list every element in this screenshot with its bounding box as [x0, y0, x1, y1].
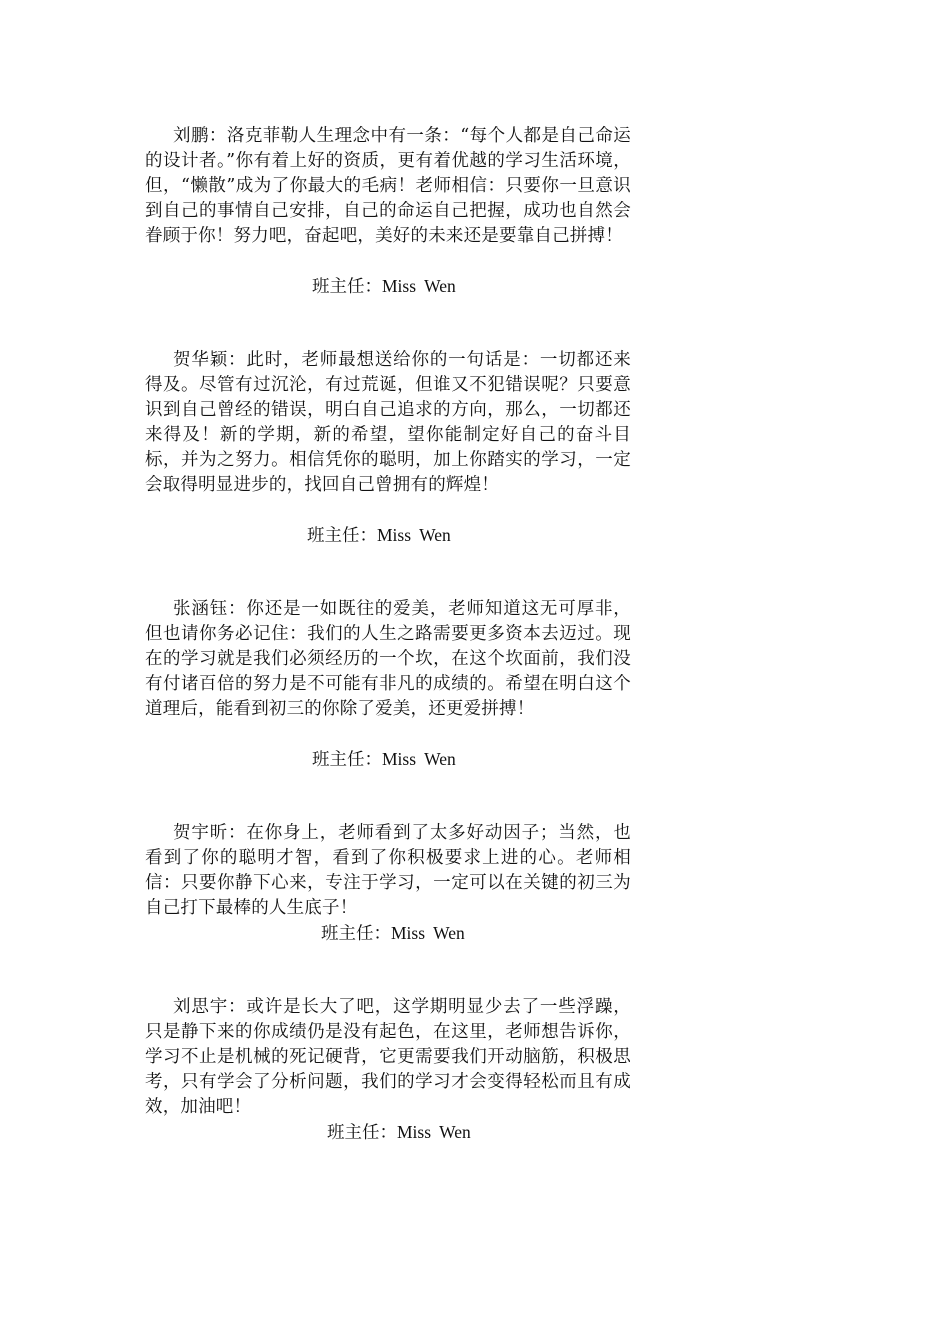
comment-text: 贺宇昕：在你身上，老师看到了太多好动因子；当然，也看到了你的聪明才智，看到了你积极要求上进的心。老师相信：只要你静下心来，专注于学习，一定可以在关键的初三为自己打下最棒的人生底子！	[145, 823, 631, 918]
comment-text: 刘鹏：洛克菲勒人生理念中有一条：“每个人都是自己命运的设计者。”你有着上好的资质，更有着优越的学习生活环境，但，“懒散”成为了你最大的毛病！老师相信：只要你一旦意识到自己的事情自己安排，自己的命运自己把握，成功也自然会眷顾于你！努力吧，奋起吧，美好的未来还是要靠自己拼搏！	[145, 126, 631, 246]
signature-role: 班主任：	[307, 526, 377, 546]
signature-role: 班主任：	[312, 750, 382, 770]
signature-line	[312, 274, 456, 300]
signature-line	[307, 523, 451, 549]
signature-line	[321, 921, 465, 947]
comment-text: 贺华颖：此时，老师最想送给你的一句话是：一切都还来得及。尽管有过沉沦，有过荒诞，但谁又不犯错误呢？只要意识到自己曾经的错误，明白自己追求的方向，那么，一切都还来得及！新的学期，新的希望，望你能制定好自己的奋斗目标，并为之努力。相信凭你的聪明，加上你踏实的学习，一定会取得明显进步的，找回自己曾拥有的辉煌！	[145, 350, 631, 495]
signature-name: Miss Wen	[397, 1122, 471, 1142]
signature-role: 班主任：	[327, 1123, 397, 1143]
comment-text: 刘思宇：或许是长大了吧，这学期明显少去了一些浮躁，只是静下来的你成绩仍是没有起色，在这里，老师想告诉你，学习不止是机械的死记硬背，它更需要我们开动脑筋，积极思考，只有学会了分析问题，我们的学习才会变得轻松而且有成效，加油吧！	[145, 997, 631, 1117]
comment-block	[145, 995, 631, 1120]
signature-line	[327, 1120, 471, 1146]
signature-name: Miss Wen	[377, 525, 451, 545]
comment-block	[145, 821, 631, 921]
signature-name: Miss Wen	[391, 923, 465, 943]
comment-block	[145, 597, 631, 722]
signature-line	[312, 747, 456, 773]
comment-block	[145, 348, 631, 498]
signature-name: Miss Wen	[382, 749, 456, 769]
signature-role: 班主任：	[321, 924, 391, 944]
comment-block	[145, 124, 631, 249]
comment-text: 张涵钰：你还是一如既往的爱美，老师知道这无可厚非，但也请你务必记住：我们的人生之路需要更多资本去迈过。现在的学习就是我们必须经历的一个坎，在这个坎面前，我们没有付诸百倍的努力是不可能有非凡的成绩的。希望在明白这个道理后，能看到初三的你除了爱美，还更爱拼搏！	[145, 599, 631, 719]
signature-role: 班主任：	[312, 277, 382, 297]
signature-name: Miss Wen	[382, 276, 456, 296]
